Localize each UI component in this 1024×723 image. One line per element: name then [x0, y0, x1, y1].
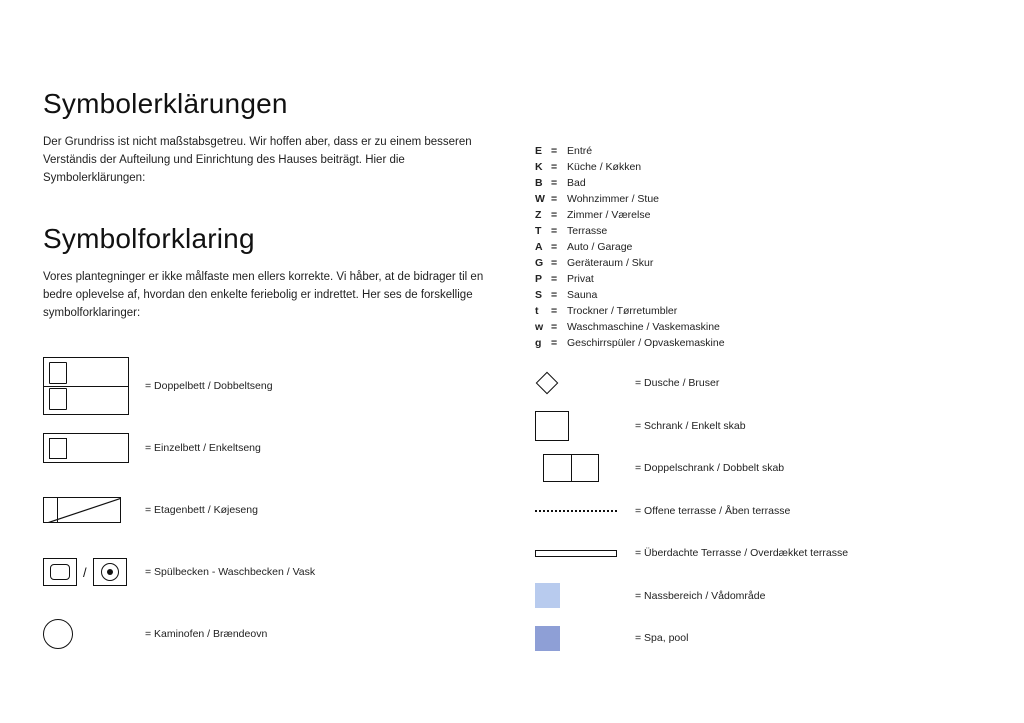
intro-paragraph-da: Vores plantegninger er ikke målfaste men ellers korrekte. Vi håber, at de bidrager til en bedre oplevelse af, hvordan den enkelte feriebolig er indrettet. Her ses de forskellige symbolforklaringer:: [43, 271, 484, 320]
page-title-da: Symbolforklaring: [43, 223, 255, 255]
intro-paragraph-de: Der Grundriss ist nicht maßstabsgetreu. Wir hoffen aber, dass er zu einem besseren Verständis der Aufteilung und Einrichtung des Hauses beiträgt. Hier die Symbolerklärungen:: [43, 136, 472, 184]
abbreviation-value: Sauna: [567, 289, 598, 301]
legend-item-wet-area: [535, 575, 985, 618]
abbreviation-equals: =: [551, 145, 558, 157]
sink-basin-icon: /: [43, 558, 135, 586]
abbreviation-key: A: [535, 241, 543, 253]
single-bed-icon: [43, 433, 135, 463]
abbreviation-key: P: [535, 273, 543, 285]
abbreviation-equals: =: [551, 209, 558, 221]
bunk-bed-icon: [43, 497, 135, 523]
abbreviation-key: T: [535, 225, 542, 237]
legend-label: = Kaminofen / Brændeovn: [145, 628, 268, 640]
legend-label: = Überdachte Terrasse / Overdækket terrasse: [635, 547, 849, 560]
abbreviation-equals: =: [551, 289, 558, 301]
abbreviation-row: [535, 159, 975, 175]
page-title-de: Symbolerklärungen: [43, 88, 288, 119]
legend-label: = Schrank / Enkelt skab: [635, 419, 746, 432]
spa-pool-swatch-icon: [535, 626, 635, 651]
legend-item-fireplace: [43, 603, 513, 665]
abbreviation-row: [535, 271, 975, 287]
abbreviation-equals: =: [551, 177, 558, 189]
legend-item-spa-pool: [535, 617, 985, 660]
abbreviation-equals: =: [551, 321, 558, 333]
abbreviation-key: K: [535, 161, 543, 173]
legend-item-shower: [535, 362, 985, 405]
legend-label: = Doppelschrank / Dobbelt skab: [635, 462, 785, 475]
legend-label: = Doppelbett / Dobbeltseng: [145, 380, 273, 392]
abbreviation-value: Entré: [567, 145, 593, 157]
legend-label: = Dusche / Bruser: [635, 377, 720, 390]
legend-label: = Spülbecken - Waschbecken / Vask: [145, 566, 316, 578]
legend-item-wardrobe-single: [535, 405, 985, 448]
abbreviation-equals: =: [551, 193, 558, 205]
abbreviation-value: Geräteraum / Skur: [567, 257, 654, 269]
legend-label: = Einzelbett / Enkeltseng: [145, 442, 261, 454]
abbreviation-value: Privat: [567, 273, 594, 285]
abbreviation-value: Trockner / Tørretumbler: [567, 305, 678, 317]
abbreviation-row: [535, 207, 975, 223]
abbreviation-equals: =: [551, 161, 558, 173]
abbreviation-list: [535, 143, 975, 351]
abbreviation-row: [535, 143, 975, 159]
legend-item-roofed-terrace: [535, 532, 985, 575]
abbreviation-key: G: [535, 257, 544, 269]
shower-icon: [535, 375, 635, 391]
open-terrace-icon: [535, 510, 635, 512]
abbreviation-key: Z: [535, 209, 542, 221]
legend-left-column: [43, 355, 513, 665]
abbreviation-value: Küche / Køkken: [567, 161, 642, 173]
abbreviation-row: [535, 303, 975, 319]
abbreviation-value: Zimmer / Værelse: [567, 209, 651, 221]
legend-item-open-terrace: [535, 490, 985, 533]
abbreviation-row: [535, 191, 975, 207]
abbreviation-value: Bad: [567, 177, 586, 189]
double-bed-icon: [43, 357, 135, 415]
abbreviation-key: w: [535, 321, 544, 333]
abbreviation-key: g: [535, 337, 542, 349]
abbreviation-equals: =: [551, 305, 558, 317]
abbreviation-value: Wohnzimmer / Stue: [567, 193, 660, 205]
abbreviation-key: W: [535, 193, 545, 205]
abbreviation-value: Waschmaschine / Vaskemaskine: [567, 321, 720, 333]
legend-item-sink: [43, 541, 513, 603]
abbreviation-row: [535, 335, 975, 351]
roofed-terrace-icon: [535, 550, 635, 557]
abbreviation-equals: =: [551, 257, 558, 269]
abbreviation-value: Terrasse: [567, 225, 608, 237]
legend-label: = Nassbereich / Vådområde: [635, 589, 766, 602]
wardrobe-single-icon: [535, 411, 635, 441]
legend-label: = Offene terrasse / Åben terrasse: [635, 504, 791, 517]
abbreviation-row: [535, 239, 975, 255]
abbreviation-equals: =: [551, 241, 558, 253]
legend-label: = Spa, pool: [635, 632, 689, 645]
abbreviation-value: Auto / Garage: [567, 241, 633, 253]
abbreviation-key: B: [535, 177, 543, 189]
abbreviation-key: S: [535, 289, 543, 301]
abbreviation-row: [535, 287, 975, 303]
legend-right-column: [535, 362, 985, 660]
abbreviation-equals: =: [551, 225, 558, 237]
abbreviation-equals: =: [551, 273, 558, 285]
abbreviation-key: E: [535, 145, 543, 157]
fireplace-stove-icon: [43, 619, 135, 649]
abbreviation-row: [535, 255, 975, 271]
legend-label: = Etagenbett / Køjeseng: [145, 504, 258, 516]
intro-text-column: [43, 88, 503, 323]
legend-item-single-bed: [43, 417, 513, 479]
abbreviation-row: [535, 175, 975, 191]
wet-area-swatch-icon: [535, 583, 635, 608]
abbreviation-key: t: [535, 305, 539, 317]
abbreviation-row: [535, 319, 975, 335]
abbreviation-value: Geschirrspüler / Opvaskemaskine: [567, 337, 725, 349]
legend-item-wardrobe-double: [535, 447, 985, 490]
abbreviation-row: [535, 223, 975, 239]
abbreviation-equals: =: [551, 337, 558, 349]
legend-item-double-bed: [43, 355, 513, 417]
legend-item-bunk-bed: [43, 479, 513, 541]
wardrobe-double-icon: [535, 454, 635, 482]
